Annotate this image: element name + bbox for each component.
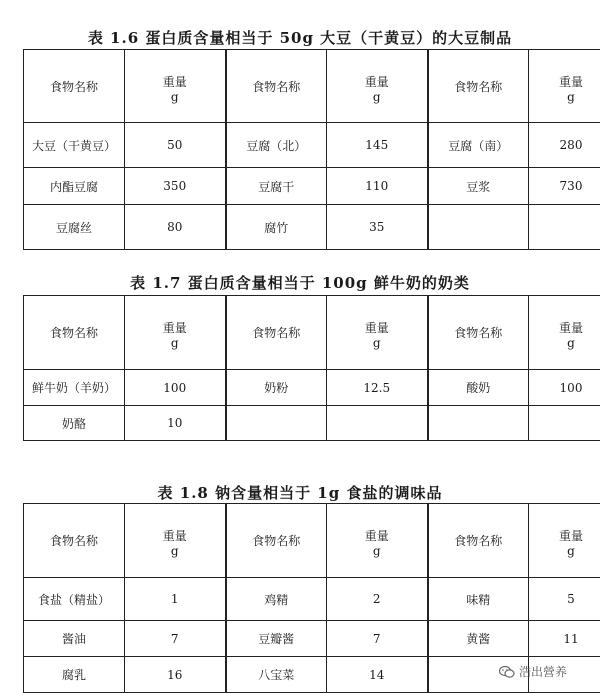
header-food-name: 食物名称 — [226, 50, 327, 123]
table-cell: 350 — [125, 168, 226, 205]
table-cell — [529, 406, 600, 441]
table-cell: 鸡精 — [226, 578, 327, 621]
table-cell: 16 — [125, 657, 226, 693]
table-cell: 豆腐干 — [226, 168, 327, 205]
table-cell: 7 — [327, 621, 428, 657]
header-weight: 重量 g — [125, 504, 226, 578]
table-cell: 14 — [327, 657, 428, 693]
table-cell: 豆腐（南） — [428, 123, 529, 168]
table-cell: 730 — [529, 168, 600, 205]
table-header-row — [24, 50, 600, 123]
table-cell: 豆腐丝 — [24, 205, 125, 250]
table-cell: 2 — [327, 578, 428, 621]
table-cell: 280 — [529, 123, 600, 168]
table-1-8-title: 表 1.8 钠含量相当于 1g 食盐的调味品 — [0, 482, 600, 503]
table-cell — [327, 406, 428, 441]
table-cell: 奶粉 — [226, 370, 327, 406]
header-food-name: 食物名称 — [428, 50, 529, 123]
table-row — [24, 205, 600, 250]
table-1-7 — [23, 295, 600, 441]
table-cell: 100 — [529, 370, 600, 406]
header-weight: 重量 g — [327, 296, 428, 370]
header-weight: 重量 g — [125, 50, 226, 123]
header-food-name: 食物名称 — [428, 296, 529, 370]
table-header-row — [24, 296, 600, 370]
table-row — [24, 370, 600, 406]
table-cell — [529, 205, 600, 250]
table-cell: 80 — [125, 205, 226, 250]
table-cell: 酸奶 — [428, 370, 529, 406]
table-cell — [428, 205, 529, 250]
header-weight: 重量 g — [529, 504, 600, 578]
table-cell: 100 — [125, 370, 226, 406]
table-cell: 50 — [125, 123, 226, 168]
header-food-name: 食物名称 — [24, 296, 125, 370]
table-cell: 大豆（干黄豆） — [24, 123, 125, 168]
table-cell: 鲜牛奶（羊奶） — [24, 370, 125, 406]
header-weight: 重量 g — [529, 296, 600, 370]
header-weight: 重量 g — [327, 50, 428, 123]
table-cell: 腐竹 — [226, 205, 327, 250]
table-cell: 腐乳 — [24, 657, 125, 693]
table-cell: 1 — [125, 578, 226, 621]
header-food-name: 食物名称 — [226, 504, 327, 578]
header-food-name: 食物名称 — [226, 296, 327, 370]
table-row — [24, 406, 600, 441]
table-1-6-title: 表 1.6 蛋白质含量相当于 50g 大豆（干黄豆）的大豆制品 — [0, 27, 600, 48]
table-1-6 — [23, 49, 600, 250]
table-row — [24, 168, 600, 205]
table-cell: 食盐（精盐） — [24, 578, 125, 621]
table-cell: 豆腐（北） — [226, 123, 327, 168]
table-cell: 豆瓣酱 — [226, 621, 327, 657]
table-cell: 黄酱 — [428, 621, 529, 657]
table-cell: 145 — [327, 123, 428, 168]
header-food-name: 食物名称 — [428, 504, 529, 578]
wechat-icon — [499, 665, 515, 679]
table-1-7-title: 表 1.7 蛋白质含量相当于 100g 鲜牛奶的奶类 — [0, 272, 600, 293]
table-header-row — [24, 504, 600, 578]
table-row — [24, 621, 600, 657]
table-cell: 11 — [529, 621, 600, 657]
header-food-name: 食物名称 — [24, 50, 125, 123]
table-cell: 豆浆 — [428, 168, 529, 205]
header-weight: 重量 g — [125, 296, 226, 370]
table-cell: 奶酪 — [24, 406, 125, 441]
table-cell: 12.5 — [327, 370, 428, 406]
header-food-name: 食物名称 — [24, 504, 125, 578]
watermark-text: 浩出營养 — [519, 663, 567, 680]
table-cell: 10 — [125, 406, 226, 441]
table-cell: 内酯豆腐 — [24, 168, 125, 205]
table-cell: 5 — [529, 578, 600, 621]
table-cell — [226, 406, 327, 441]
table-cell: 酱油 — [24, 621, 125, 657]
table-row — [24, 123, 600, 168]
table-cell: 味精 — [428, 578, 529, 621]
table-cell: 八宝菜 — [226, 657, 327, 693]
table-cell: 35 — [327, 205, 428, 250]
table-cell: 7 — [125, 621, 226, 657]
header-weight: 重量 g — [529, 50, 600, 123]
table-row — [24, 578, 600, 621]
table-cell — [428, 406, 529, 441]
header-weight: 重量 g — [327, 504, 428, 578]
table-cell: 110 — [327, 168, 428, 205]
watermark — [499, 663, 567, 680]
